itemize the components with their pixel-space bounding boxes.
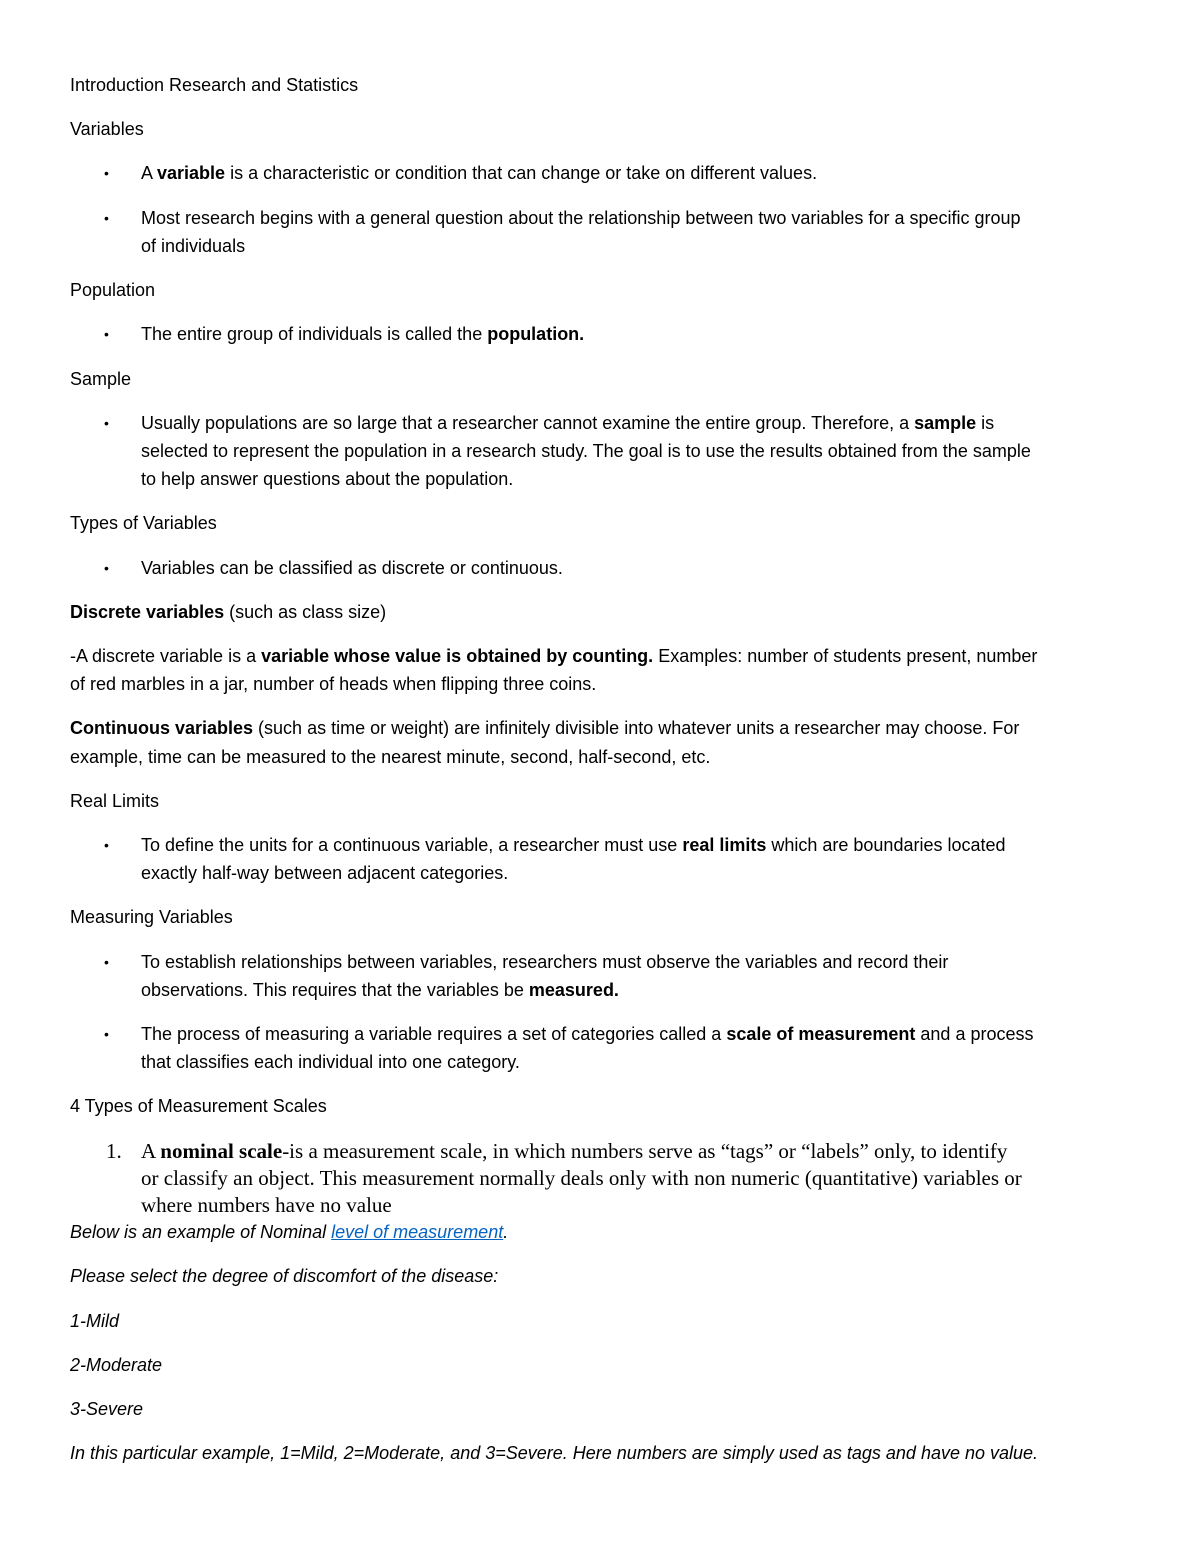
heading-measurement-scales: 4 Types of Measurement Scales [70, 1096, 327, 1116]
example-conclusion: In this particular example, 1=Mild, 2=Moderate, and 3=Severe. Here numbers are simply used as tags and have no value. [70, 1443, 1039, 1463]
measuring-bullet-2-line-2: that classifies each individual into one category. [141, 1052, 520, 1072]
sample-bullet-line-3: to help answer questions about the population. [141, 469, 514, 489]
heading-variables: Variables [70, 119, 144, 139]
bullet-icon: • [104, 954, 109, 970]
real-limits-bullet-line-2: exactly half-way between adjacent categories. [141, 863, 509, 883]
sample-bullet-line-1: Usually populations are so large that a researcher cannot examine the entire group. Therefore, a sample is [141, 413, 995, 433]
nominal-scale-line-1: A nominal scale-is a measurement scale, in which numbers serve as “tags” or “labels” only, to identify [141, 1139, 1008, 1163]
population-bullet-1: The entire group of individuals is called the population. [141, 324, 585, 344]
variables-bullet-2-line-2: of individuals [141, 236, 246, 256]
heading-types-of-variables: Types of Variables [70, 513, 217, 533]
discrete-paragraph-line-1: -A discrete variable is a variable whose value is obtained by counting. Examples: number of students present, number [70, 646, 1038, 666]
example-intro: Below is an example of Nominal level of measurement. [70, 1222, 509, 1242]
example-option-mild: 1-Mild [70, 1311, 120, 1331]
types-bullet-1: Variables can be classified as discrete or continuous. [141, 558, 563, 578]
example-question: Please select the degree of discomfort of the disease: [70, 1266, 499, 1286]
heading-sample: Sample [70, 369, 132, 389]
heading-real-limits: Real Limits [70, 791, 160, 811]
heading-population: Population [70, 280, 156, 300]
example-option-moderate: 2-Moderate [70, 1355, 163, 1375]
bullet-icon: • [104, 210, 109, 226]
nominal-scale-line-3: where numbers have no value [141, 1193, 392, 1217]
measuring-bullet-1-line-2: observations. This requires that the variables be measured. [141, 980, 619, 1000]
heading-discrete-variables: Discrete variables (such as class size) [70, 602, 387, 622]
bullet-icon: • [104, 165, 109, 181]
list-number: 1. [106, 1139, 122, 1163]
measuring-bullet-1-line-1: To establish relationships between variables, researchers must observe the variables and record their [141, 952, 949, 972]
heading-measuring-variables: Measuring Variables [70, 907, 233, 927]
bullet-icon: • [104, 560, 109, 576]
measuring-bullet-2-line-1: The process of measuring a variable requires a set of categories called a scale of measurement and a process [141, 1024, 1034, 1044]
variables-bullet-2-line-1: Most research begins with a general question about the relationship between two variables for a specific group [141, 208, 1021, 228]
real-limits-bullet-line-1: To define the units for a continuous variable, a researcher must use real limits which are boundaries located [141, 835, 1006, 855]
continuous-paragraph-line-1: Continuous variables (such as time or weight) are infinitely divisible into whatever units a researcher may choose. For [70, 718, 1020, 738]
example-option-severe: 3-Severe [70, 1399, 144, 1419]
bullet-icon: • [104, 837, 109, 853]
level-of-measurement-link[interactable]: level of measurement [331, 1222, 504, 1242]
discrete-paragraph-line-2: of red marbles in a jar, number of heads when flipping three coins. [70, 674, 597, 694]
bullet-icon: • [104, 326, 109, 342]
bullet-icon: • [104, 1026, 109, 1042]
sample-bullet-line-2: selected to represent the population in a research study. The goal is to use the results obtained from the sample [141, 441, 1031, 461]
document-title: Introduction Research and Statistics [70, 75, 359, 95]
continuous-paragraph-line-2: example, time can be measured to the nearest minute, second, half-second, etc. [70, 747, 711, 767]
variables-bullet-1: A variable is a characteristic or condition that can change or take on different values. [141, 163, 818, 183]
nominal-scale-line-2: or classify an object. This measurement normally deals only with non numeric (quantitative) variables or [141, 1166, 1022, 1190]
bullet-icon: • [104, 415, 109, 431]
